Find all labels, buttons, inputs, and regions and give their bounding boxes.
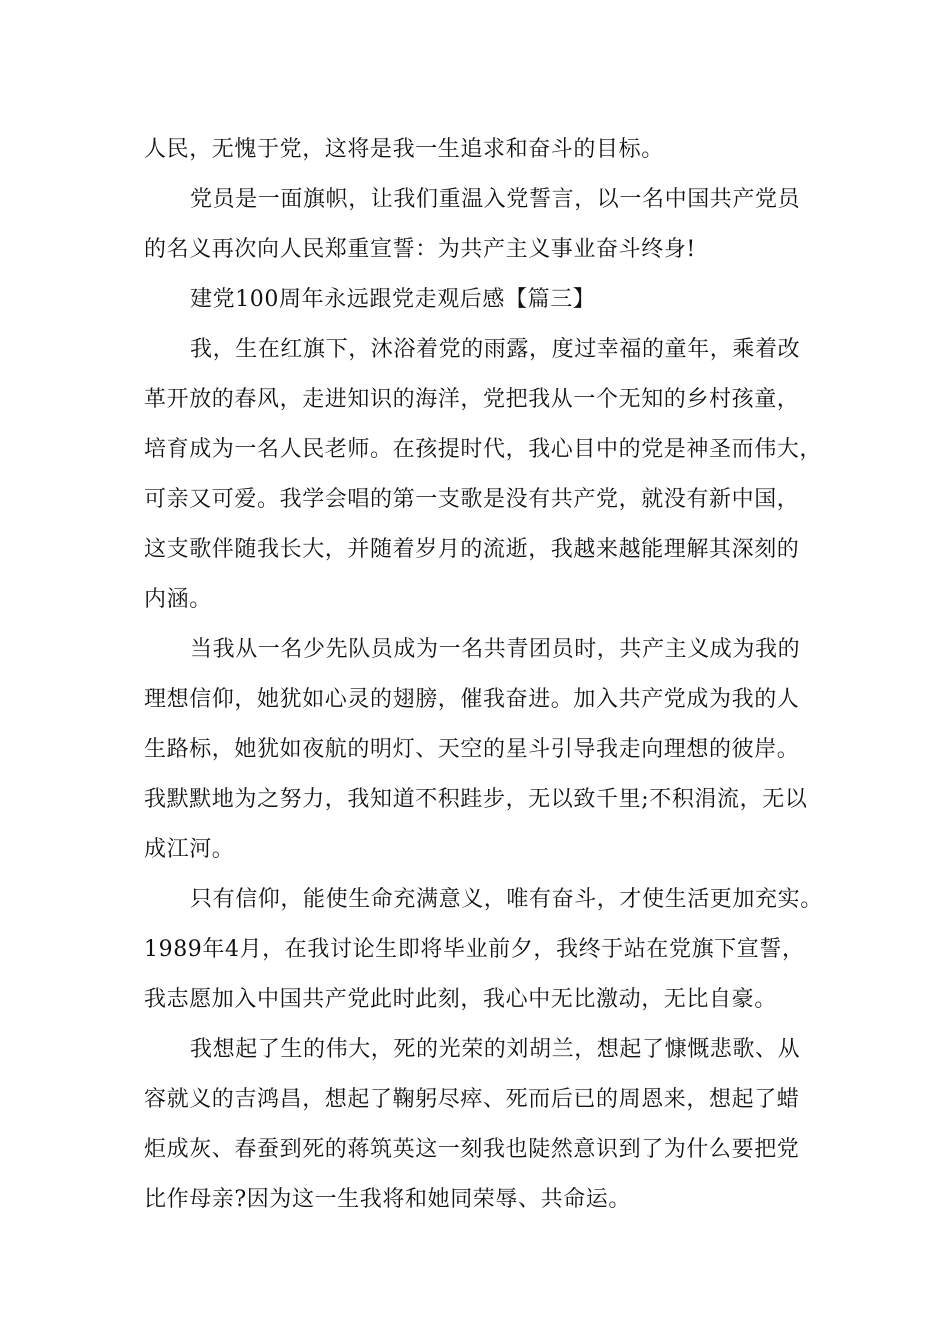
text-line-16: 只有信仰，能使生命充满意义，唯有奋斗，才使生活更加充实。 bbox=[190, 887, 823, 912]
text-line-13: 生路标，她犹如夜航的明灯、天空的星斗引导我走向理想的彼岸。 bbox=[144, 737, 800, 762]
text-line-3: 的名义再次向人民郑重宣誓：为共产主义事业奋斗终身! bbox=[144, 237, 696, 262]
text-line-21: 炬成灰、春蚕到死的蒋筑英这一刻我也陡然意识到了为什么要把党 bbox=[144, 1137, 800, 1162]
text-line-17: 1989年4月，在我讨论生即将毕业前夕，我终于站在党旗下宣誓， bbox=[144, 937, 805, 962]
text-line-22: 比作母亲?因为这一生我将和她同荣辱、共命运。 bbox=[144, 1187, 631, 1212]
section-heading: 建党100周年永远跟党走观后感【篇三】 bbox=[190, 287, 596, 312]
text-line-5: 我，生在红旗下，沐浴着党的雨露，度过幸福的童年，乘着改 bbox=[190, 337, 801, 362]
text-line-12: 理想信仰，她犹如心灵的翅膀，催我奋进。加入共产党成为我的人 bbox=[144, 687, 800, 712]
text-line-11: 当我从一名少先队员成为一名共青团员时，共产主义成为我的 bbox=[190, 637, 801, 662]
text-line-14: 我默默地为之努力，我知道不积跬步，无以致千里;不积涓流，无以 bbox=[144, 787, 808, 812]
text-line-7: 培育成为一名人民老师。在孩提时代，我心目中的党是神圣而伟大， bbox=[144, 437, 823, 462]
text-line-15: 成江河。 bbox=[144, 837, 235, 862]
text-line-10: 内涵。 bbox=[144, 587, 212, 612]
text-line-8: 可亲又可爱。我学会唱的第一支歌是没有共产党，就没有新中国， bbox=[144, 487, 800, 512]
text-line-19: 我想起了生的伟大，死的光荣的刘胡兰，想起了慷慨悲歌、从 bbox=[190, 1037, 801, 1062]
text-line-6: 革开放的春风，走进知识的海洋，党把我从一个无知的乡村孩童， bbox=[144, 387, 800, 412]
text-line-18: 我志愿加入中国共产党此时此刻，我心中无比激动，无比自豪。 bbox=[144, 987, 777, 1012]
text-line-2: 党员是一面旗帜，让我们重温入党誓言，以一名中国共产党员 bbox=[190, 187, 801, 212]
text-line-20: 容就义的吉鸿昌，想起了鞠躬尽瘁、死而后已的周恩来，想起了蜡 bbox=[144, 1087, 800, 1112]
text-line-1: 人民，无愧于党，这将是我一生追求和奋斗的目标。 bbox=[144, 137, 664, 162]
text-line-9: 这支歌伴随我长大，并随着岁月的流逝，我越来越能理解其深刻的 bbox=[144, 537, 800, 562]
